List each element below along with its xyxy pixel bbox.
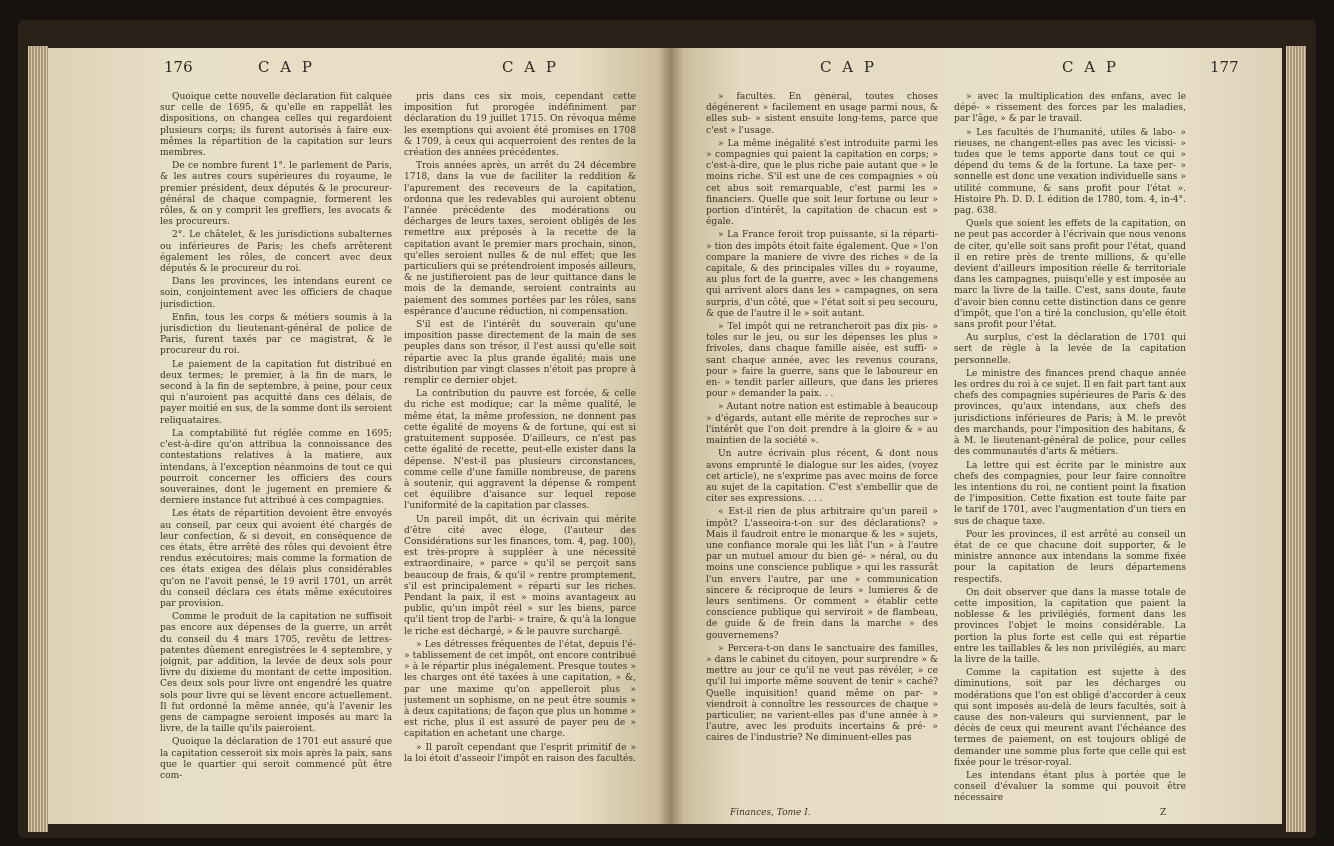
paragraph: Comme la capitation est sujette à des diminutions, soit par les décharges ou modérations que l'on est obligé d'accorder à ceux qui sont imposés au-delà de leurs facultés, soit à cause des non-valeurs qui surviennent, par le décès de ceux qui meurent avant l'échéance des termes de paiement, on est toujours obligé de demander une somme plus forte que celle qui est fixée pour le trésor-royal. xyxy=(954,668,1186,768)
paragraph: » avec la multiplication des enfans, avec le dépé- » rissement des forces par les maladies, par l'âge, » & par le travail. xyxy=(954,92,1186,125)
paragraph: Le ministre des finances prend chaque année les ordres du roi à ce sujet. Il en fait part tant aux chefs des compagnies supérieures de Paris & des provinces, qu'aux intendans, aux chefs des jurisdictions inférieures de Paris; à M. le prevôt des marchands, pour l'imposition des habitans, & à M. le lieutenant-général de police, pour celles des communautés d'arts & métiers. xyxy=(954,368,1186,458)
paragraph: Pour les provinces, il est arrêté au conseil un état de ce que chacune doit supporter, & le ministre annonce aux intendans la somme fixée pour la capitation de leurs départemens respectifs. xyxy=(954,529,1186,585)
paragraph: Quoique cette nouvelle déclaration fût calquée sur celle de 1695, & qu'elle en rappellât les dispositions, on changea celles qui regardoient plusieurs corps; ils furent autorisés à faire eux-mêmes la répartition de la capitation sur leurs membres. xyxy=(160,92,392,159)
signature-mark: Z xyxy=(1160,808,1167,818)
paragraph: » Les détresses fréquentes de l'état, depuis l'é- » tablissement de cet impôt, ont encore contribué » à le répartir plus inégalement. Presque toutes » les charges ont été taxées à une capitation, » &, par une maxime qu'on appelleroit plus » justement un sophisme, on ne peut être soumis » à deux capitations; de façon que plus un homme » est riche, plus il est assuré de payer peu de » capitation en achetant une charge. xyxy=(404,639,636,740)
right-page xyxy=(670,48,1282,824)
paragraph: Un pareil impôt, dit un écrivain qui mérite d'être cité avec éloge, (l'auteur des Considérations sur les finances, tom. 4, pag. 100), est très-propre à suppléer à une nécessité extraordinaire, » parce » qu'il se perçoit sans beaucoup de frais, & qu'il » rentre promptement, s'il est principalement » réparti sur les riches. Pendant la paix, il est » moins avantageux au public, qu'un impôt réel » sur les biens, parce qu'il tient trop de l'arbi- » traire, & qu'à la longue le riche est déchargé, » & le pauvre surchargé. xyxy=(404,514,636,637)
paragraph: Quoique la déclaration de 1701 eut assuré que la capitation cesseroit six mois après la paix, sans que le quartier qui seroit commencé pût être com- xyxy=(160,737,392,781)
left-page-column-2 xyxy=(404,92,636,808)
paragraph: Quels que soient les effets de la capitation, on ne peut pas accorder à l'écrivain que nous venons de citer, qu'elle soit sans profit pour l'état, quand il en retire près de trente millions, & qu'elle devient d'ailleurs imposition réelle & territoriale dans les campagnes, puisqu'elle y est imposée au marc la livre de la taille. C'est, sans doute, faute d'avoir bien connu cette distinction dans ce genre d'impôt, que l'on a tiré la conclusion, qu'elle étoit sans profit pour l'état. xyxy=(954,219,1186,331)
page-edges-left xyxy=(28,46,48,832)
paragraph: Trois années après, un arrêt du 24 décembre 1718, dans la vue de faciliter la reddition & l'apurement des receveurs de la capitation, ordonna que les redevables qui auroient obtenu l'année précédente des modérations ou décharges de leurs taxes, seroient obligés de les remettre aux préposés à la recette de la capitation avant le premier mars prochain, sinon, qu'elles seroient nulles & de nul effet; que les particuliers qui se prétendroient imposés ailleurs, & ne justifieroient pas de leur quittance dans le mois de la demande, seroient contraints au paiement des sommes portées par les rôles, sans espérance d'aucune réduction, ni compensation. xyxy=(404,161,636,317)
paragraph: Un autre écrivain plus récent, & dont nous avons emprunté le dialogue sur les aides, (voyez cet article), ne s'exprime pas avec moins de force au sujet de la capitation. C'est s'embellir que de citer ses expressions. . . . xyxy=(706,449,938,505)
right-page-column-2 xyxy=(954,92,1186,808)
running-head-left-2: C A P xyxy=(502,58,559,76)
paragraph: » Autant notre nation est estimable à beaucoup » d'égards, autant elle mérite de reproches sur » l'intérêt que l'on doit prendre à la gloire & » au maintien de la société ». xyxy=(706,402,938,447)
paragraph: On doit observer que dans la masse totale de cette imposition, la capitation que paient la noblesse & les privilégiés, forment dans les provinces l'objet le moins considérable. La portion la plus forte est celle qui est répartie entre les taillables & les non privilégiés, au marc la livre de la taille. xyxy=(954,587,1186,665)
left-page-header xyxy=(48,58,670,84)
paragraph: » Il paroît cependant que l'esprit primitif de » la loi étoit d'asseoir l'impôt en raison des facultés. xyxy=(404,742,636,764)
paragraph: Les intendans étant plus à portée que le conseil d'évaluer la somme qui pouvoit être nécessaire xyxy=(954,770,1186,804)
paragraph: pris dans ces six mois, cependant cette imposition fut prorogée indéfiniment par déclaration du 19 juillet 1715. On révoqua même les exemptions qui avoient été promises en 1708 & 1709, à ceux qui acquerroient des rentes de la création des années précédentes. xyxy=(404,92,636,159)
paragraph: » facultés. En général, toutes choses dégénerent » facilement en usage parmi nous, & elles sub- » sistent ensuite long-tems, parce que c'est » l'usage. xyxy=(706,92,938,136)
paragraph: » Tel impôt qui ne retrancheroit pas dix pis- » toles sur le jeu, ou sur les dépenses les plus » frivoles, dans chaque famille aisée, est suffi- » sant chaque année, avec les revenus courans, pour » faire la guerre, sans que le laboureur en en- » tendit parler ailleurs, que dans les prieres pour » demander la paix. . . xyxy=(706,322,938,400)
running-head-right-2: C A P xyxy=(1062,58,1119,76)
paragraph: Le paiement de la capitation fut distribué en deux termes; le premier, à la fin de mars, le second à la fin de septembre, à peine, pour ceux qui n'auroient pas acquitté dans ces délais, de payer moitié en sus, de la somme dont ils seroient reliquataires. xyxy=(160,359,392,426)
running-head-right-1: C A P xyxy=(820,58,877,76)
paragraph: La contribution du pauvre est forcée, & celle du riche est modique; car la même qualité, le même état, la même profession, ne donnent pas cette égalité de moyens & de fortune, qui est si gratuitement supposée. D'ailleurs, ce n'est pas cette égalité de recette, peut-elle exister dans la dépense. N'est-il pas plusieurs circonstances, comme celle d'une famille nombreuse, de parens à soutenir, qui aggravent la dépense & rompent cet équilibre d'aisance sur lequel repose l'uniformité de la capitation par classes. xyxy=(404,389,636,512)
paragraph: » Les facultés de l'humanité, utiles & labo- » rieuses, ne changent-elles pas avec les vicissi- » tudes que le tems apporte dans tout ce qui » dépend du tems & de la fortune. La taxe per- » sonnelle est donc une vexation individuelle sans » utilité commune, & sans profit pour l'état ». Histoire Ph. D. D. I. édition de 1780, tom. 4, in-4°. pag. 638. xyxy=(954,127,1186,217)
paragraph: » Percera-t-on dans le sanctuaire des familles, » dans le cabinet du citoyen, pour surprendre » & mettre au jour ce qu'il ne veut pas révéler, » ce qu'il lui importe même souvent de tenir » caché? Quelle inquisition! quand même on par- » viendroit à connoître les ressources de chaque » particulier, ne varient-elles pas d'une année à » l'autre, avec les produits incertains & pré- » caires de l'industrie? Ne diminuent-elles pas xyxy=(706,643,938,744)
running-head-left-1: C A P xyxy=(258,58,315,76)
page-number-left: 176 xyxy=(164,58,193,76)
book-gutter xyxy=(658,48,684,824)
paragraph: Dans les provinces, les intendans eurent ce soin, conjointement avec les officiers de chaque jurisdiction. xyxy=(160,277,392,310)
right-page-column-1 xyxy=(706,92,938,792)
paragraph: Les états de répartition devoient être envoyés au conseil, par ceux qui avoient été chargés de leur confection, & si devoit, en conséquence de ces états, être arrêté des rôles qui devoient être rendus exécutoires; mais comme la formation de ces états exigea des délais plus considérables qu'on ne l'avoit pensé, le 19 avril 1701, un arrêt du conseil déclara ces états même exécutoires par provision. xyxy=(160,509,392,609)
paragraph: La lettre qui est écrite par le ministre aux chefs des compagnies, pour leur faire connoître les intentions du roi, ne contient point la fixation de l'imposition. Cette fixation est toute faite par le tarif de 1701, avec l'augmentation d'un tiers en sus de chaque taxe. xyxy=(954,460,1186,527)
left-page-column-1 xyxy=(160,92,392,808)
paragraph: » La même inégalité s'est introduite parmi les » compagnies qui paient la capitation en corps; » c'est-à-dire, que le plus riche paie autant que » le moins riche. S'il est une de ces compagnies » où cet abus soit remarquable, c'est parmi les » financiers. Quelle que soit leur fortune ou leur » portion d'intérêt, la capitation de chacun est » égale. xyxy=(706,138,938,228)
paragraph: Comme le produit de la capitation ne suffisoit pas encore aux dépenses de la guerre, un arrêt du conseil du 4 mars 1705, revêtu de lettres-patentes dûement enregistrées le 4 septembre, y joignit, par addition, la levée de deux sols pour livre du dixieme du montant de cette imposition. Ces deux sols pour livre ont engendré les quatre sols pour livre qui se lèvent encore actuellement. Il fut ordonné la même année, qu'à l'avenir les gens de campagne seroient imposés au marc la livre, de la taille qu'ils paieroient. xyxy=(160,612,392,735)
paragraph: Enfin, tous les corps & métiers soumis à la jurisdiction du lieutenant-général de police de Paris, furent taxés par ce magistrat, & le procureur du roi. xyxy=(160,312,392,357)
paragraph: Au surplus, c'est la déclaration de 1701 qui sert de règle à la levée de la capitation personnelle. xyxy=(954,333,1186,366)
paragraph: La comptabilité fut réglée comme en 1695; c'est-à-dire qu'on attribua la connoissance des contestations relatives à la matiere, aux intendans, à l'exception néanmoins de tout ce qui pourroit concerner les officiers des cours souveraines, dont le jugement en premiere & derniere instance fut attribué à ces compagnies. xyxy=(160,428,392,507)
open-book xyxy=(18,20,1316,838)
paragraph: S'il est de l'intérêt du souverain qu'une imposition passe directement de la main de ses peuples dans son trésor, il l'est aussi qu'elle soit répartie avec la plus grande égalité; mais une distribution par vingt classes n'étoit pas propre à remplir ce dernier objet. xyxy=(404,320,636,387)
paragraph: « Est-il rien de plus arbitraire qu'un pareil » impôt? L'asseoira-t-on sur des déclarations? » Mais il faudroit entre le monarque & les » sujets, une confiance morale qui les liât l'un » à l'autre par un mutuel amour du bien gé- » néral, ou du moins une conscience publique » qui les rassurât l'un envers l'autre, par une » communication sincere & réciproque de leurs » lumieres & de leurs sentimens. Or comment » établir cette conscience publique qui serviroit » de flambeau, de guide & de frein dans la marche » des gouvernemens? xyxy=(706,507,938,641)
page-number-right: 177 xyxy=(1210,58,1239,76)
page-edges-right xyxy=(1286,46,1306,832)
right-page-header xyxy=(670,58,1282,84)
paragraph: » La France feroit trop puissante, si la réparti- » tion des impôts étoit faite également. Que » l'on compare la maniere de vivre des riches » de la capitale, & des principales villes du » royaume, au plus fort de la guerre, avec » les changemens qui arrivent alors dans les » campagnes, on sera surpris, d'un côté, que » l'état soit si peu secouru, & que de l'autre il le » soit autant. xyxy=(706,230,938,319)
left-page xyxy=(48,48,670,824)
paragraph: 2°. Le châtelet, & les jurisdictions subalternes ou inférieures de Paris; les chefs arrêterent également les rôles, de concert avec deux députés & le procureur du roi. xyxy=(160,230,392,275)
signature-line: Finances, Tome I. xyxy=(730,808,811,818)
paragraph: De ce nombre furent 1°. le parlement de Paris, & les autres cours supérieures du royaume, le premier président, deux députés & le procureur-général de chaque compagnie, formerent les rôles, & on y comprit les greffiers, les avocats & les procureurs. xyxy=(160,161,392,228)
